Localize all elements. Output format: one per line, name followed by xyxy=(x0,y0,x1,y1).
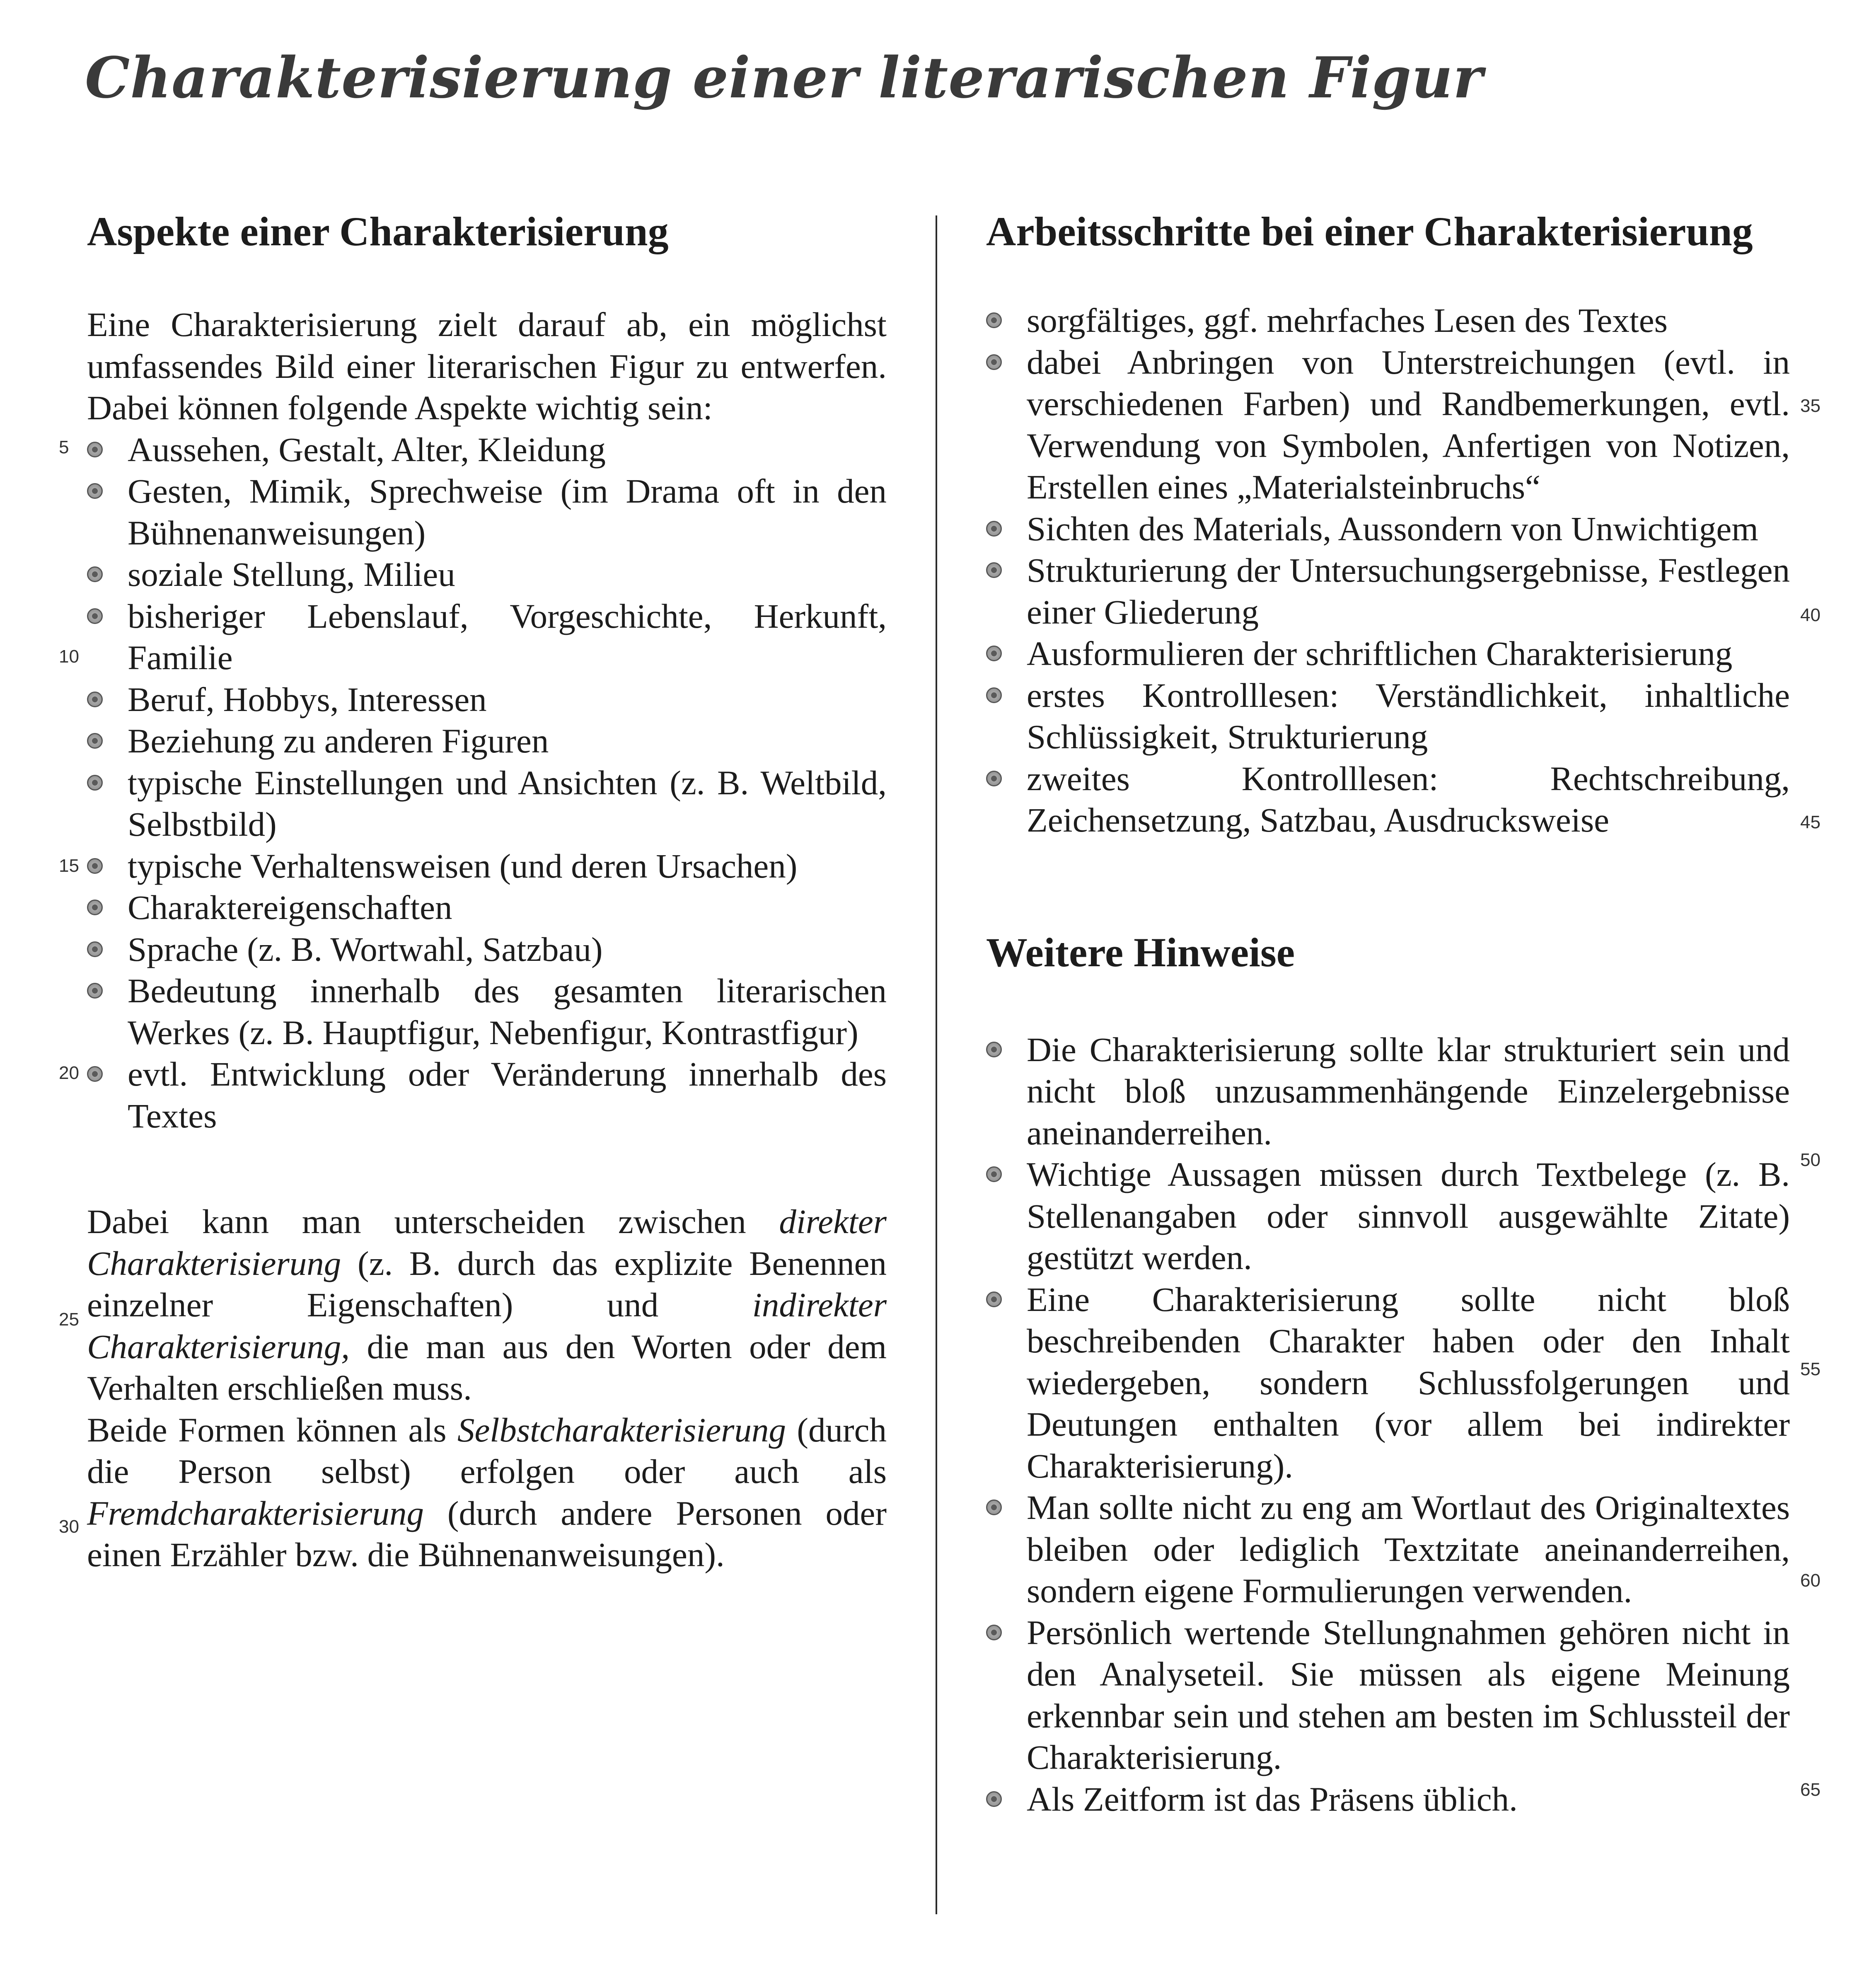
bullet-icon xyxy=(986,1791,1002,1807)
list-item: evtl. Entwicklung oder Veränderung innerhalb des Textes xyxy=(87,1053,887,1137)
list-item: sorgfältiges, ggf. mehrfaches Lesen des Textes xyxy=(986,300,1790,341)
list-item: Beruf, Hobbys, Interessen xyxy=(87,679,887,721)
bullet-icon xyxy=(87,483,103,499)
steps-list xyxy=(986,300,1790,841)
bullet-icon xyxy=(986,1625,1002,1640)
list-item: zweites Kontrolllesen: Rechtschreibung, Zeichensetzung, Satzbau, Ausdrucksweise xyxy=(986,758,1790,841)
list-item: Strukturierung der Untersuchungsergebnisse, Festlegen einer Gliederung xyxy=(986,549,1790,633)
line-number: 10 xyxy=(59,646,79,667)
characterization-types-paragraph: Dabei kann man unterscheiden zwischen direkter Charakterisierung (z. B. durch das explizite Benennen einzelner Eigenschaften) und indirekter Charakterisierung, die man aus den Worten oder dem Verhalten erschließen muss. xyxy=(87,1202,887,1407)
column-divider xyxy=(936,215,937,1914)
line-number: 30 xyxy=(59,1516,79,1537)
bullet-icon xyxy=(986,771,1002,786)
list-item: Beziehung zu anderen Figuren xyxy=(87,720,887,762)
list-item: Wichtige Aussagen müssen durch Textbelege (z. B. Stellenangaben oder sinnvoll ausgewählte Zitate) gestützt werden. xyxy=(986,1154,1790,1279)
line-number: 45 xyxy=(1800,812,1821,832)
bullet-icon xyxy=(87,858,103,874)
section-heading-hints: Weitere Hinweise xyxy=(986,929,1295,975)
line-number: 15 xyxy=(59,856,79,876)
list-item: soziale Stellung, Milieu xyxy=(87,554,887,595)
bullet-icon xyxy=(986,1291,1002,1307)
bullet-icon xyxy=(87,775,103,791)
bullet-icon xyxy=(986,312,1002,328)
bullet-icon xyxy=(87,733,103,749)
list-item: Man sollte nicht zu eng am Wortlaut des Originaltextes bleiben oder lediglich Textzitate aneinanderreihen, sondern eigene Formulierungen verwenden. xyxy=(986,1487,1790,1612)
bullet-icon xyxy=(87,442,103,457)
self-foreign-paragraph: Beide Formen können als Selbstcharakterisierung (durch die Person selbst) erfolgen oder auch als Fremdcharakterisierung (durch andere Personen oder einen Erzähler bzw. die Bühnenanweisungen). xyxy=(87,1410,887,1574)
bullet-icon xyxy=(986,354,1002,370)
line-number: 50 xyxy=(1800,1150,1821,1170)
section-heading-aspects: Aspekte einer Charakterisierung xyxy=(87,208,669,254)
bullet-icon xyxy=(87,983,103,999)
list-item: dabei Anbringen von Unterstreichungen (evtl. in verschiedenen Farben) und Randbemerkungen, evtl. Verwendung von Symbolen, Anfertigen von Notizen, Erstellen eines „Materialsteinbruchs“ xyxy=(986,341,1790,508)
bullet-icon xyxy=(87,900,103,915)
bullet-icon xyxy=(986,562,1002,578)
list-item: Als Zeitform ist das Präsens üblich. xyxy=(986,1778,1790,1820)
bullet-icon xyxy=(986,687,1002,703)
line-number: 25 xyxy=(59,1309,79,1330)
list-item: Ausformulieren der schriftlichen Charakterisierung xyxy=(986,633,1790,675)
line-number: 20 xyxy=(59,1063,79,1083)
hints-list xyxy=(986,1029,1790,1820)
bullet-icon xyxy=(87,566,103,582)
list-item: Aussehen, Gestalt, Alter, Kleidung xyxy=(87,429,887,471)
bullet-icon xyxy=(986,1166,1002,1182)
right-column xyxy=(986,209,1790,1820)
bullet-icon xyxy=(986,521,1002,537)
line-number: 65 xyxy=(1800,1780,1821,1800)
list-item: Gesten, Mimik, Sprechweise (im Drama oft in den Bühnenanweisungen) xyxy=(87,470,887,554)
list-item: Eine Charakterisierung sollte nicht bloß beschreibenden Charakter haben oder den Inhalt wiedergeben, sondern Schlussfolgerungen und Deutungen enthalten (vor allem bei indirekter Charakterisierung). xyxy=(986,1279,1790,1487)
bullet-icon xyxy=(87,941,103,957)
bullet-icon xyxy=(87,1066,103,1082)
bullet-icon xyxy=(87,692,103,707)
list-item: Persönlich wertende Stellungnahmen gehören nicht in den Analyseteil. Sie müssen als eigene Meinung erkennbar sein und stehen am besten im Schlussteil der Charakterisierung. xyxy=(986,1612,1790,1778)
list-item: Charaktereigenschaften xyxy=(87,887,887,929)
list-item: Die Charakterisierung sollte klar strukturiert sein und nicht bloß unzusammenhängende Einzelergebnisse aneinanderreihen. xyxy=(986,1029,1790,1154)
list-item: typische Einstellungen und Ansichten (z. B. Weltbild, Selbstbild) xyxy=(87,762,887,845)
list-item: Sprache (z. B. Wortwahl, Satzbau) xyxy=(87,929,887,970)
line-number: 35 xyxy=(1800,396,1821,416)
list-item: typische Verhaltensweisen (und deren Ursachen) xyxy=(87,845,887,887)
bullet-icon xyxy=(986,1042,1002,1057)
line-number: 55 xyxy=(1800,1359,1821,1379)
section-heading-steps: Arbeitsschritte bei einer Charakterisierung xyxy=(986,208,1753,254)
bullet-icon xyxy=(986,1499,1002,1515)
line-number: 5 xyxy=(59,437,69,457)
aspects-list xyxy=(87,429,887,1137)
line-number: 60 xyxy=(1800,1570,1821,1591)
line-number: 40 xyxy=(1800,605,1821,625)
page-title: Charakterisierung einer literarischen Figur xyxy=(85,45,1483,111)
list-item: bisheriger Lebenslauf, Vorgeschichte, Herkunft, Familie xyxy=(87,595,887,679)
list-item: Bedeutung innerhalb des gesamten literarischen Werkes (z. B. Hauptfigur, Nebenfigur, Kontrastfigur) xyxy=(87,970,887,1053)
intro-paragraph: Eine Charakterisierung zielt darauf ab, ein möglichst umfassendes Bild einer literarischen Figur zu entwerfen. Dabei können folgende Aspekte wichtig sein: xyxy=(87,305,887,427)
list-item: Sichten des Materials, Aussondern von Unwichtigem xyxy=(986,508,1790,550)
bullet-icon xyxy=(986,646,1002,661)
bullet-icon xyxy=(87,608,103,624)
list-item: erstes Kontrolllesen: Verständlichkeit, inhaltliche Schlüssigkeit, Strukturierung xyxy=(986,675,1790,758)
left-column xyxy=(87,209,887,1576)
